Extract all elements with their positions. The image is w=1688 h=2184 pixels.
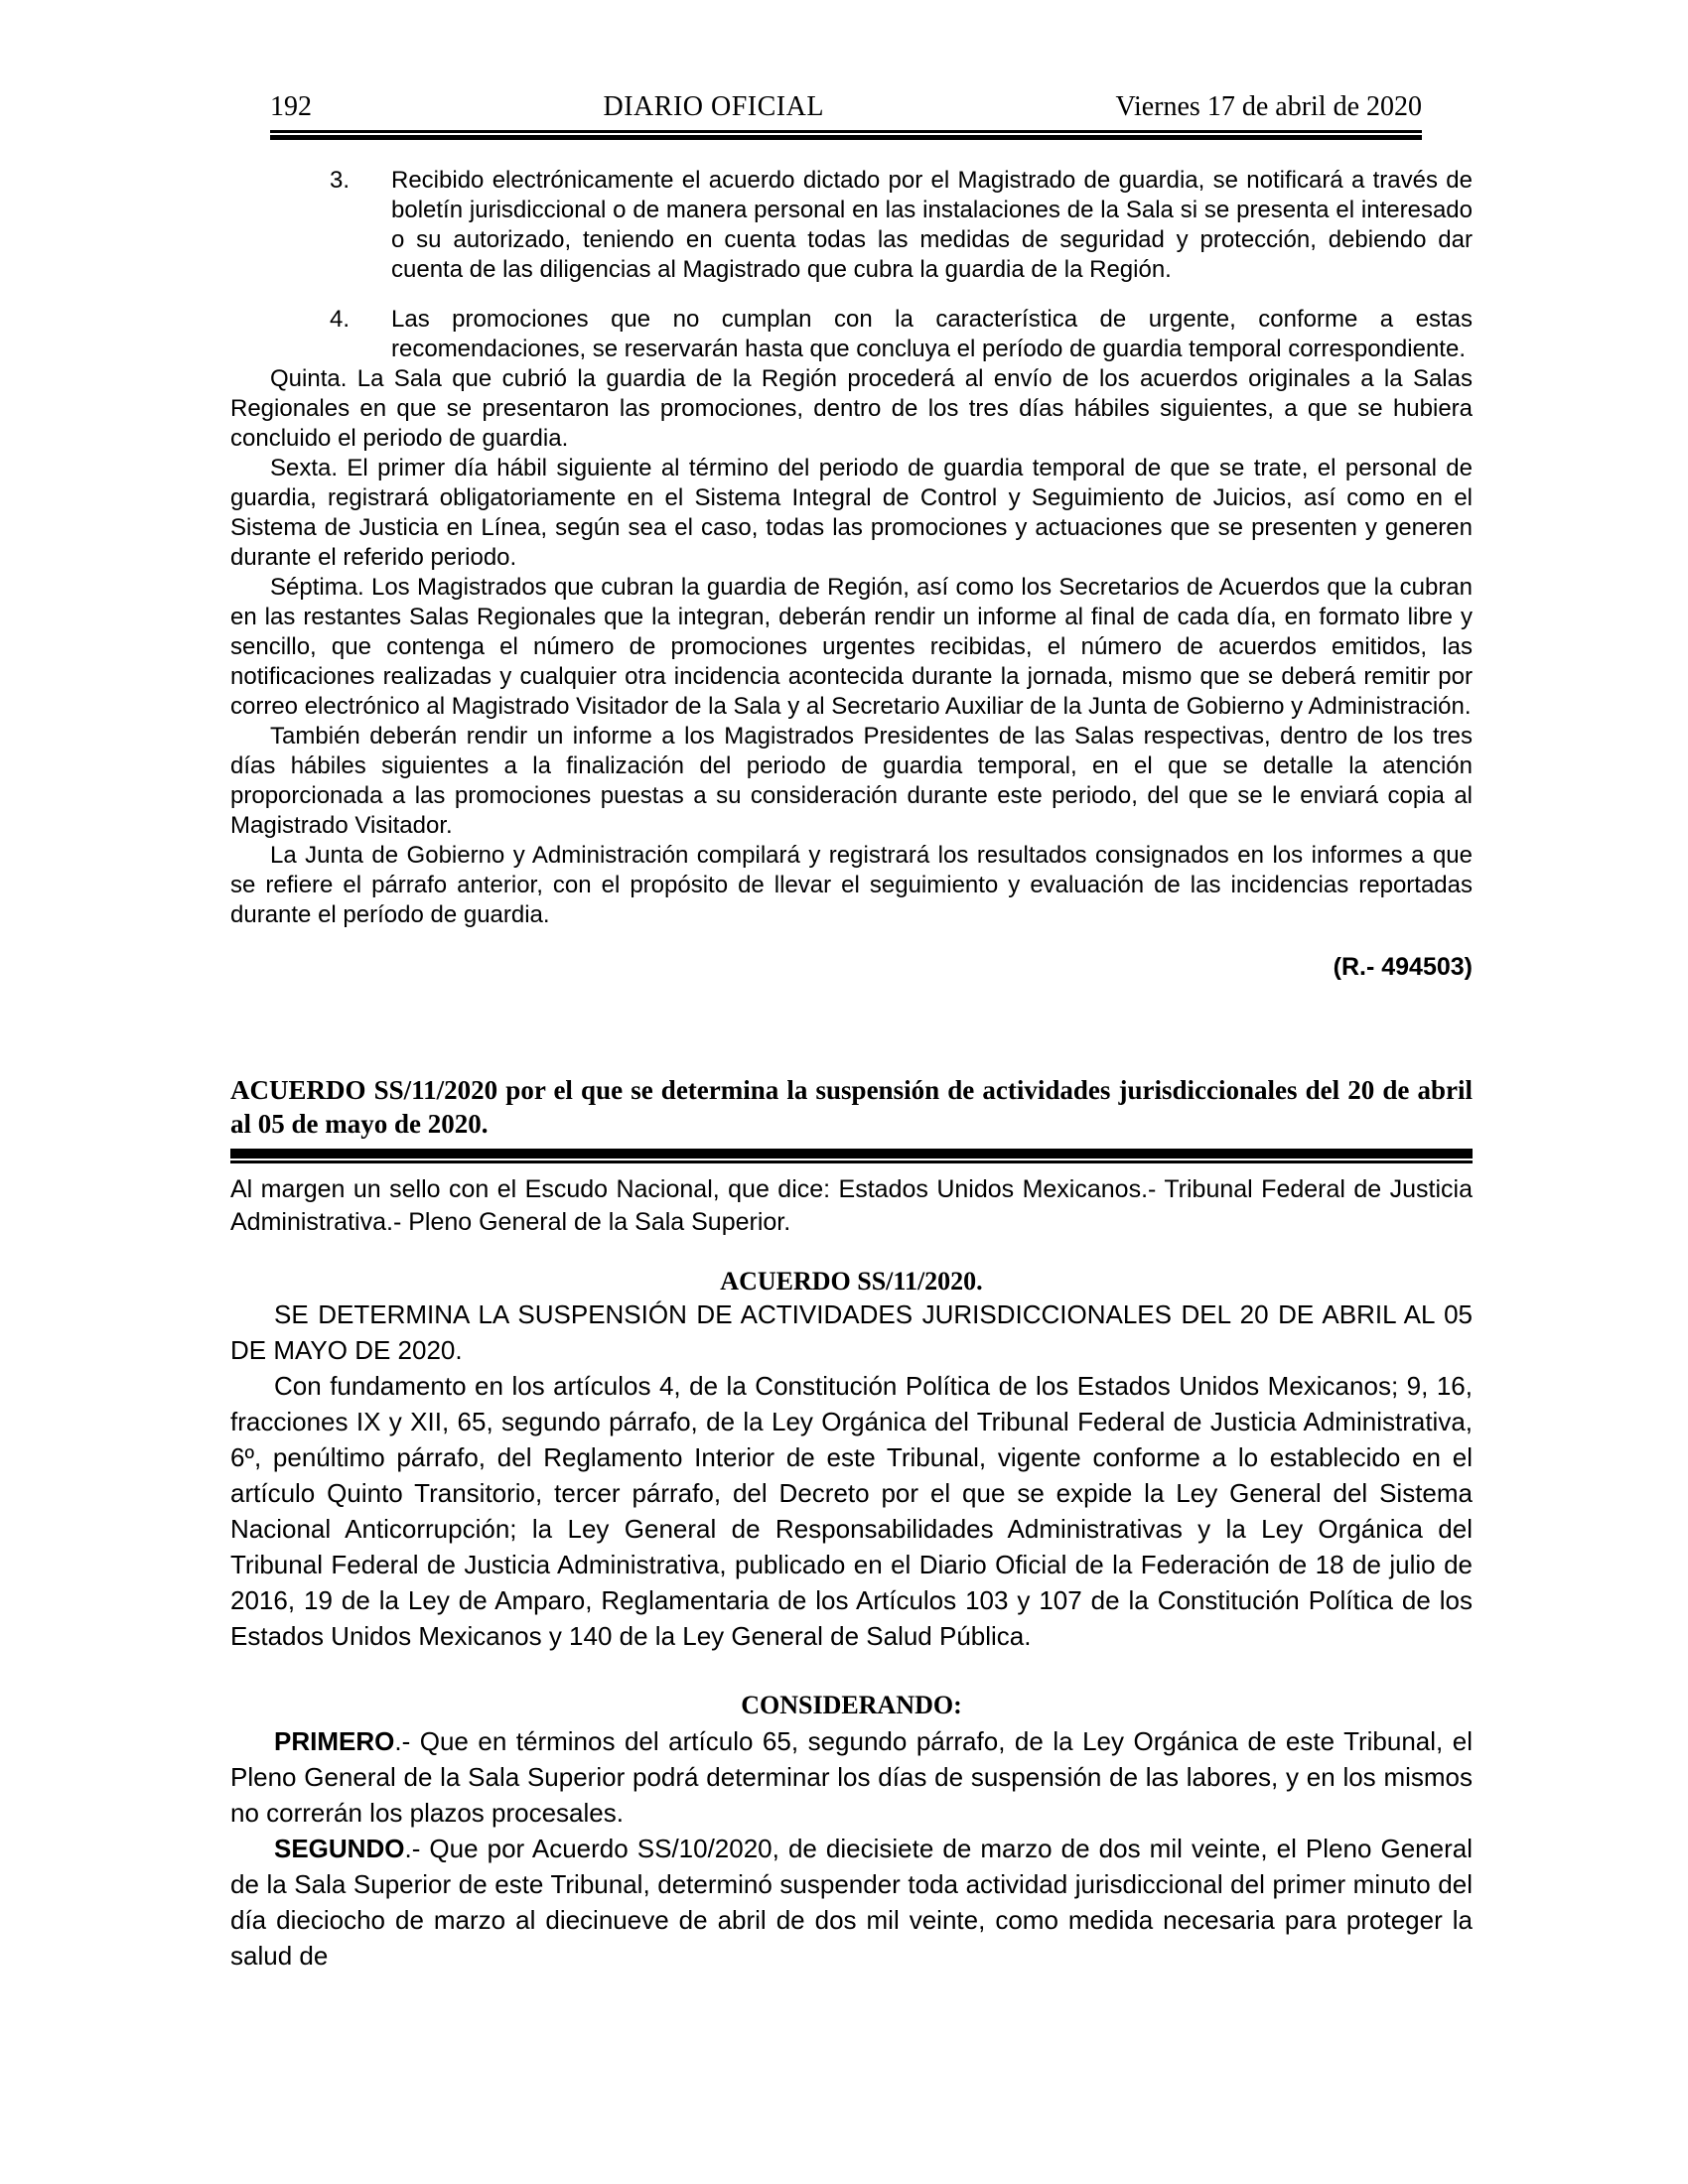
section-divider-bar bbox=[230, 1149, 1473, 1163]
header-rule bbox=[270, 130, 1422, 140]
item-4-number: 4. bbox=[330, 306, 351, 333]
previous-acuerdo-section bbox=[230, 166, 1473, 982]
item-4-text: Las promociones que no cumplan con la característica de urgente, conforme a estas recomendaciones, se reservarán hasta que concluya el período de guardia temporal correspondiente. bbox=[391, 306, 1473, 362]
page-body bbox=[230, 166, 1473, 1974]
primero-label: PRIMERO bbox=[274, 1726, 395, 1756]
divider-thick-line bbox=[230, 1149, 1473, 1159]
paragraph-fundamento: Con fundamento en los artículos 4, de la Constitución Política de los Estados Unidos Mexicanos; 9, 16, fracciones IX y XII, 65, segundo párrafo, de la Ley Orgánica del Tribunal Federal de Justicia Administrativa, 6º, penúltimo párrafo, del Reglamento Interior de este Tribunal, vigente conforme a lo establecido en el artículo Quinto Transitorio, tercer párrafo, del Decreto por el que se expide la Ley General del Sistema Nacional Anticorrupción; la Ley General de Responsabilidades Administrativas y la Ley Orgánica del Tribunal Federal de Justicia Administrativa, publicado en el Diario Oficial de la Federación de 18 de julio de 2016, 19 de la Ley de Amparo, Reglamentaria de los Artículos 103 y 107 de la Constitución Política de los Estados Unidos Mexicanos y 140 de la Ley General de Salud Pública. bbox=[230, 1371, 1473, 1651]
paragraph-tambien: También deberán rendir un informe a los Magistrados Presidentes de las Salas respectivas, dentro de los tres días hábiles siguientes a la finalización del periodo de guardia temporal, en el que se detalle la atención proporcionada a las promociones puestas a su consideración durante este periodo, del que se le enviará copia al Magistrado Visitador. bbox=[230, 723, 1473, 839]
considerando-heading: CONSIDERANDO: bbox=[741, 1691, 962, 1719]
item-3-text: Recibido electrónicamente el acuerdo dictado por el Magistrado de guardia, se notificará a través de boletín jurisdiccional o de manera personal en las instalaciones de la Sala si se presenta el interesado o su autorizado, teniendo en cuenta todas las medidas de seguridad y protección, debiendo dar cuenta de las diligencias al Magistrado que cubra la guardia de la Región. bbox=[391, 167, 1473, 283]
numbered-item-3 bbox=[330, 166, 1473, 285]
divider-thin-line bbox=[230, 1160, 1473, 1163]
gazette-title: DIARIO OFICIAL bbox=[603, 91, 824, 122]
paragraph-primero bbox=[230, 1723, 1473, 1831]
registry-code: (R.- 494503) bbox=[1333, 953, 1473, 981]
paragraph-sexta: Sexta. El primer día hábil siguiente al término del periodo de guardia temporal de que se trate, el personal de guardia, registrará obligatoriamente en el Sistema Integral de Control y Seguimiento de Juicios, así como en el Sistema de Justicia en Línea, según sea el caso, todas las promociones y actuaciones que se presenten y generen durante el referido periodo. bbox=[230, 455, 1473, 571]
acuerdo-headline: ACUERDO SS/11/2020 por el que se determina la suspensión de actividades jurisdiccionales del 20 de abril al 05 de mayo de 2020. bbox=[230, 1075, 1473, 1139]
paragraph-segundo bbox=[230, 1831, 1473, 1974]
paragraph-quinta: Quinta. La Sala que cubrió la guardia de la Región procederá al envío de los acuerdos originales a la Salas Regionales en que se presentaron las promociones, dentro de los tres días hábiles siguientes, a que se hubiera concluido el periodo de guardia. bbox=[230, 365, 1473, 452]
segundo-text: .- Que por Acuerdo SS/10/2020, de diecisiete de marzo de dos mil veinte, el Pleno General de la Sala Superior de este Tribunal, determinó suspender toda actividad jurisdiccional del primer minuto del día dieciocho de marzo al diecinueve de abril de dos mil veinte, como medida necesaria para proteger la salud de bbox=[230, 1834, 1473, 1971]
page-header bbox=[270, 0, 1422, 123]
primero-text: .- Que en términos del artículo 65, segundo párrafo, de la Ley Orgánica de este Tribunal, el Pleno General de la Sala Superior podrá determinar los días de suspensión de las labores, y en los mismos no correrán los plazos procesales. bbox=[230, 1726, 1473, 1828]
page-number: 192 bbox=[270, 91, 312, 122]
acuerdo-centered-title: ACUERDO SS/11/2020. bbox=[720, 1267, 983, 1296]
numbered-item-4 bbox=[330, 305, 1473, 364]
segundo-label: SEGUNDO bbox=[274, 1834, 405, 1863]
decree-statement: SE DETERMINA LA SUSPENSIÓN DE ACTIVIDADES JURISDICCIONALES DEL 20 DE ABRIL AL 05 DE MAYO DE 2020. bbox=[230, 1299, 1473, 1365]
item-3-number: 3. bbox=[330, 167, 351, 194]
margin-note: Al margen un sello con el Escudo Nacional, que dice: Estados Unidos Mexicanos.- Tribunal Federal de Justicia Administrativa.- Pleno General de la Sala Superior. bbox=[230, 1175, 1473, 1236]
header-date: Viernes 17 de abril de 2020 bbox=[1115, 91, 1422, 122]
paragraph-junta-gobierno: La Junta de Gobierno y Administración compilará y registrará los resultados consignados en los informes a que se refiere el párrafo anterior, con el propósito de llevar el seguimiento y evaluación de las incidencias reportadas durante el período de guardia. bbox=[230, 842, 1473, 928]
acuerdo-body bbox=[230, 1297, 1473, 1974]
paragraph-septima: Séptima. Los Magistrados que cubran la guardia de Región, así como los Secretarios de Acuerdos que la cubran en las restantes Salas Regionales que la integran, deberán rendir un informe al final de cada día, en formato libre y sencillo, que contenga el número de promociones urgentes recibidas, el número de acuerdos emitidos, las notificaciones realizadas y cualquier otra incidencia acontecida durante la jornada, mismo que se deberá remitir por correo electrónico al Magistrado Visitador de la Sala y al Secretario Auxiliar de la Junta de Gobierno y Administración. bbox=[230, 574, 1473, 720]
header-rule-thick-line bbox=[270, 135, 1422, 140]
